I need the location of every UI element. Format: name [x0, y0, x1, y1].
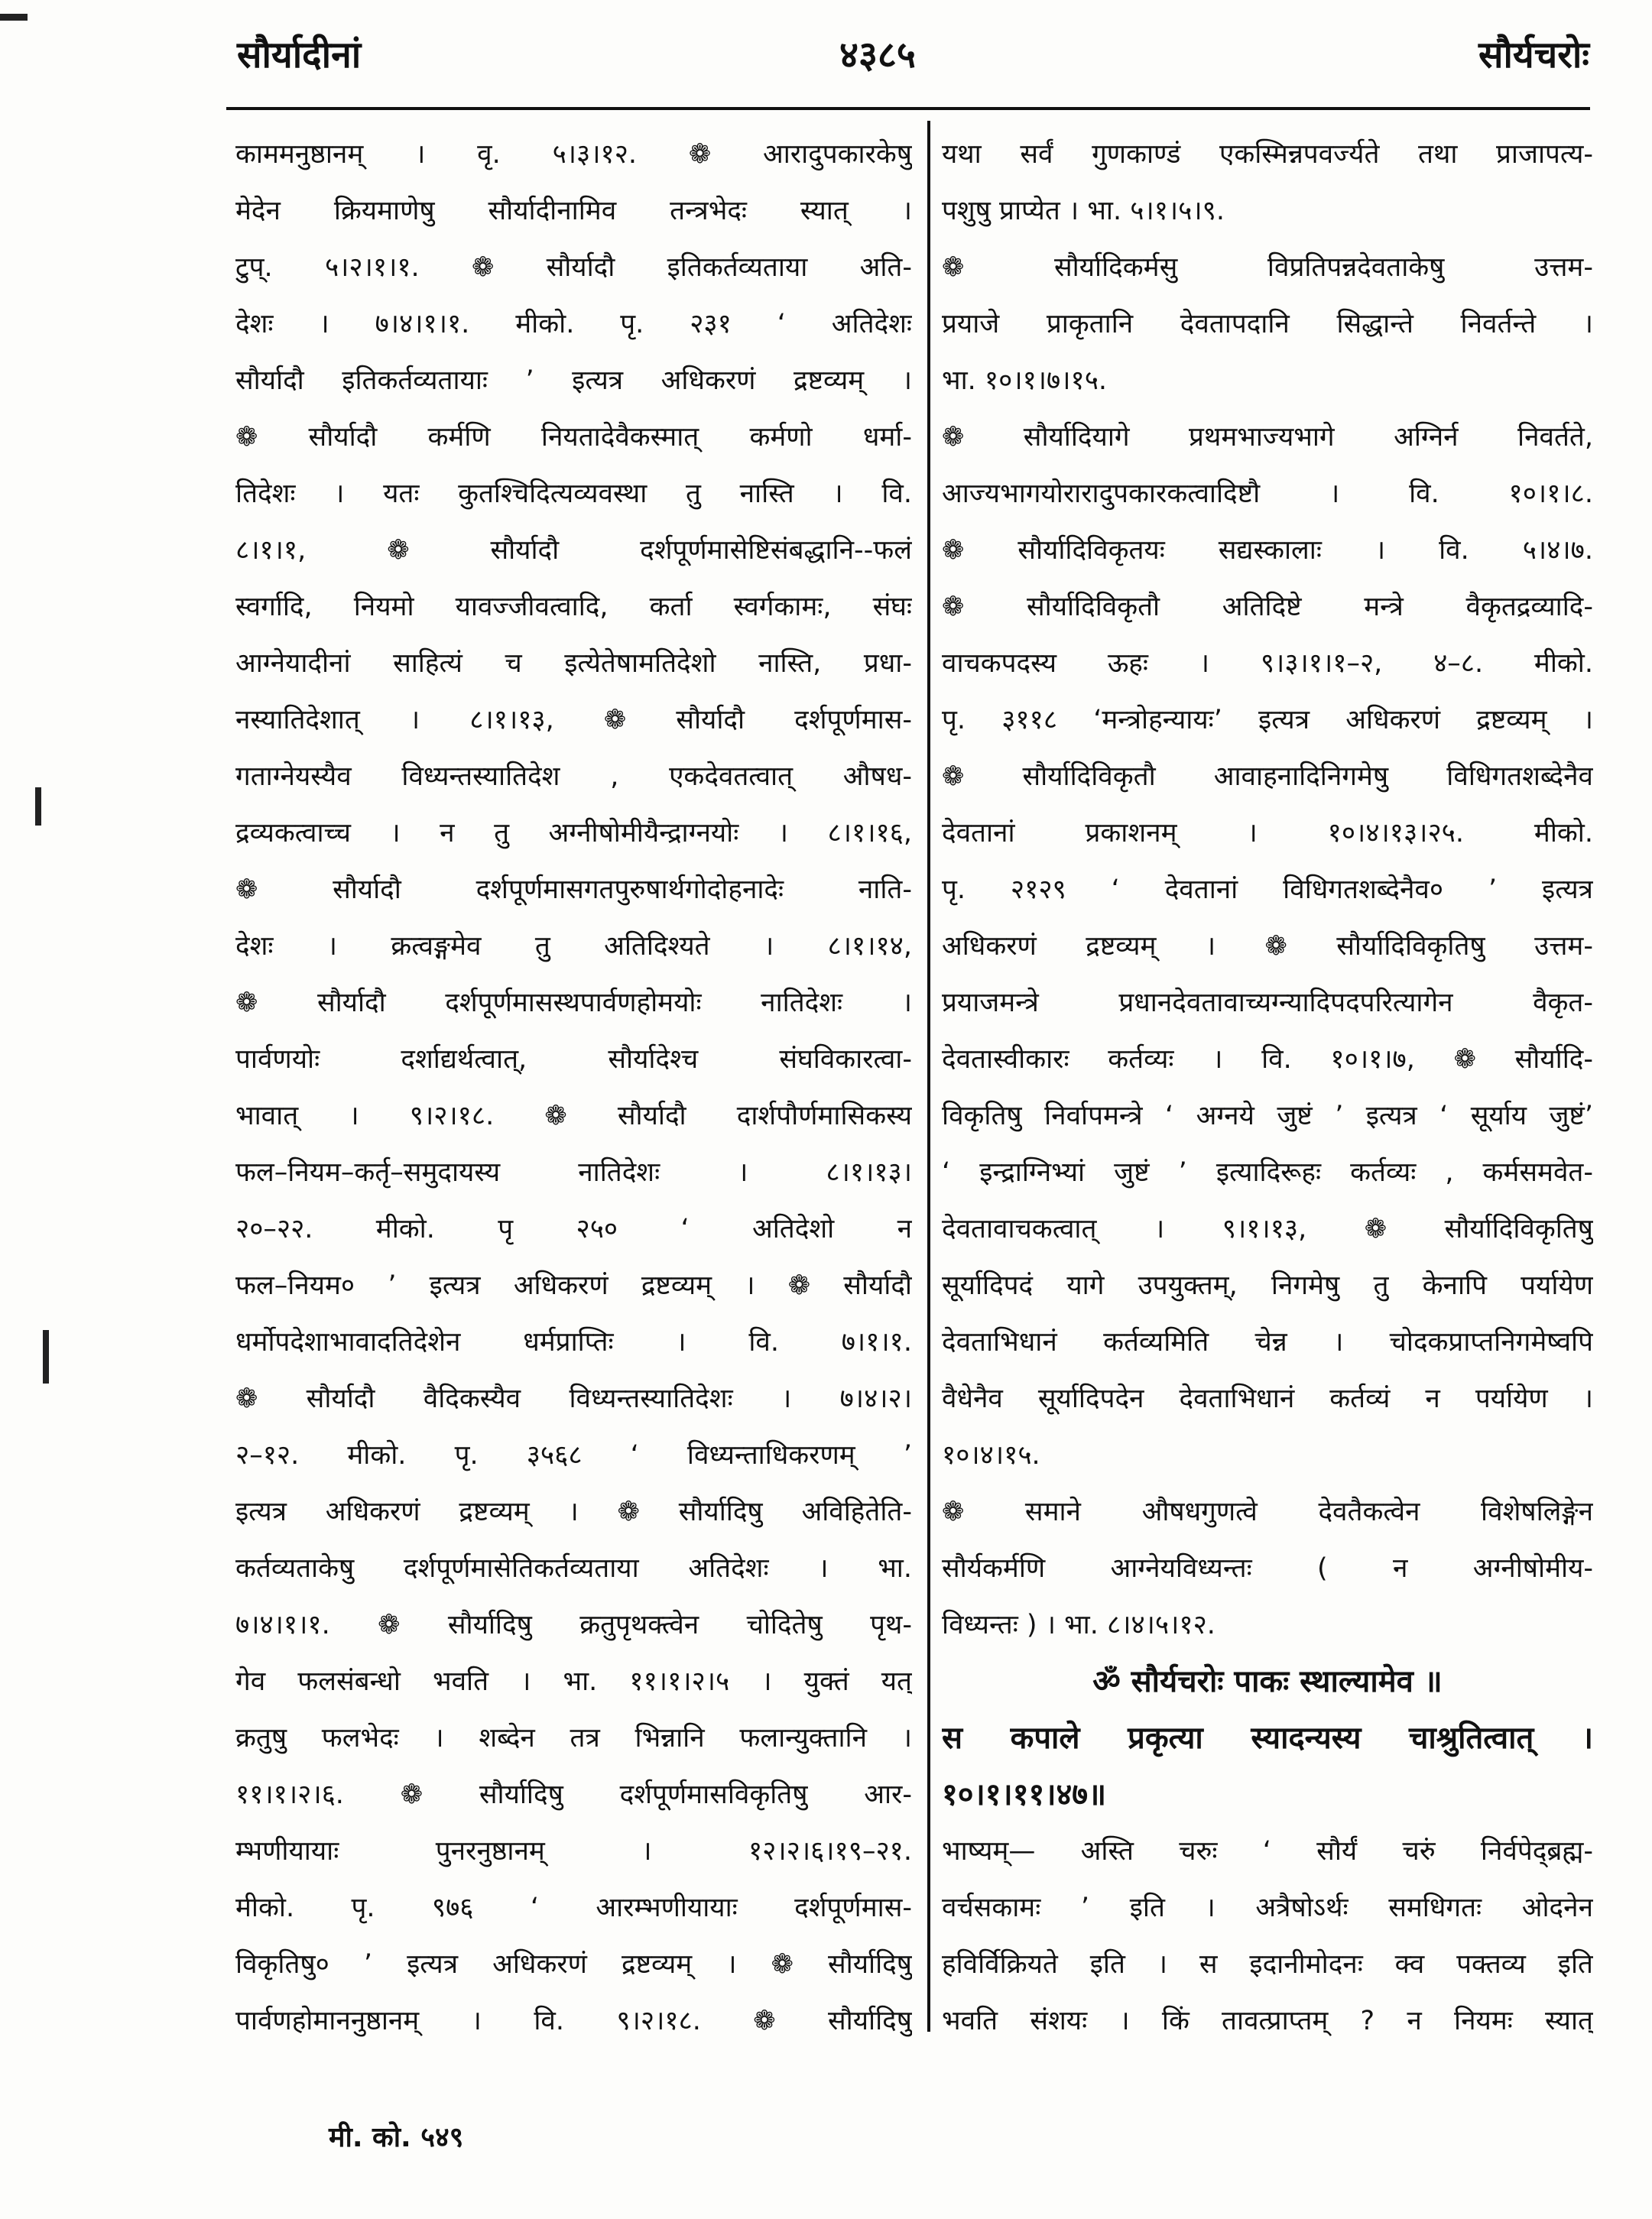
text-line: ❁ सौर्यादिविकृतौ आवाहनादिनिगमेषु विधिगतशब्देनैव — [942, 761, 1593, 792]
header-left-title: सौर्यादीनां — [237, 34, 362, 76]
text-line: भावात् । ९।२।१८. ❁ सौर्यादौ दार्शपौर्णमासिकस्य — [235, 1101, 912, 1131]
text-line: क्रतुषु फलभेदः । शब्देन तत्र भिन्नानि फलान्युक्तानि । — [235, 1723, 912, 1753]
text-line: ८।१।१, ❁ सौर्यादौ दर्शपूर्णमासेष्टिसंबद्धानि--फलं — [235, 535, 912, 566]
bhashya-line: वर्चसकामः ’ इति । अत्रैषोऽर्थः समधिगतः ओदनेन — [942, 1893, 1593, 1923]
text-line: देवताभिधानं कर्तव्यमिति चेन्न । चोदकप्राप्तनिगमेष्वपि — [942, 1327, 1593, 1358]
text-line: ❁ सौर्यादियागे प्रथमभाज्यभागे अग्निर्न निवर्तते, — [942, 422, 1593, 453]
text-line: फल–नियम० ’ इत्यत्र अधिकरणं द्रष्टव्यम् । ❁ सौर्यादौ — [235, 1270, 912, 1301]
text-line: ❁ सौर्यादिविकृतौ अतिदिष्टे मन्त्रे वैकृतद्रव्यादि- — [942, 592, 1593, 622]
text-line: मेदेन क्रियमाणेषु सौर्यादीनामिव तन्त्रभेदः स्यात् । — [235, 196, 912, 226]
text-line: पशुषु प्राप्येत । भा. ५।१।५।९. — [942, 196, 1225, 226]
text-line: गेव फलसंबन्धो भवति । भा. ११।१।२।५ । युक्तं यत् — [235, 1666, 912, 1697]
text-line: म्भणीयायाः पुनरनुष्ठानम् । १२।२।६।१९–२१. — [235, 1836, 912, 1867]
text-line: कर्तव्यताकेषु दर्शपूर्णमासेतिकर्तव्यताया अतिदेशः । भा. — [235, 1553, 912, 1584]
text-line: २–१२. मीको. पृ. ३५६८ ‘ विध्यन्ताधिकरणम् ’ — [235, 1440, 912, 1471]
text-line: ❁ सौर्यादिकर्मसु विप्रतिपन्नदेवताकेषु उत्तम- — [942, 252, 1593, 283]
text-line: इत्यत्र अधिकरणं द्रष्टव्यम् । ❁ सौर्यादिषु अविहितेति- — [235, 1497, 912, 1527]
text-line: देवतास्वीकारः कर्तव्यः । वि. १०।१।७, ❁ सौर्यादि- — [942, 1044, 1593, 1075]
text-line: ‘ इन्द्राग्निभ्यां जुष्टं ’ इत्यादिरूहः कर्तव्यः , कर्मसमवेत- — [942, 1157, 1593, 1188]
scan-edge-mark — [0, 14, 28, 21]
text-line: सूर्यादिपदं यागे उपयुक्तम्, निगमेषु तु केनापि पर्यायेण — [942, 1270, 1593, 1301]
text-line: ❁ सौर्यादिविकृतयः सद्यस्कालाः । वि. ५।४।७. — [942, 535, 1593, 566]
scan-edge-mark — [35, 787, 41, 826]
text-line: पृ. २१२९ ‘ देवतानां विधिगतशब्देनैव० ’ इत्यत्र — [942, 874, 1593, 905]
text-line: सौर्यादौ इतिकर्तव्यतायाः ’ इत्यत्र अधिकरणं द्रष्टव्यम् । — [235, 365, 912, 396]
text-line: वाचकपदस्य ऊहः । ९।३।१।१–२, ४–८. मीको. — [942, 648, 1593, 679]
text-line: २०–२२. मीको. पृ २५० ‘ अतिदेशो न — [235, 1214, 912, 1244]
text-line: देवतानां प्रकाशनम् । १०।४।१३।२५. मीको. — [942, 818, 1593, 848]
text-line: स्वर्गादि, नियमो यावज्जीवत्वादि, कर्ता स्वर्गकामः, संघः — [235, 592, 912, 622]
text-line: वैधेनैव सूर्यादिपदेन देवताभिधानं कर्तव्यं न पर्यायेण । — [942, 1384, 1593, 1414]
header-rule — [226, 107, 1590, 110]
text-line: विकृतिषु निर्वापमन्त्रे ‘ अग्नये जुष्टं ’ इत्यत्र ‘ सूर्याय जुष्टं’ — [942, 1101, 1593, 1131]
text-line: आज्यभागयोरारादुपकारकत्वादिष्टौ । वि. १०।१।८. — [942, 479, 1593, 509]
text-line: विकृतिषु० ’ इत्यत्र अधिकरणं द्रष्टव्यम् । ❁ सौर्यादिषु — [235, 1949, 912, 1980]
bhashya-line: हविर्विक्रियते इति । स इदानीमोदनः क्व पक्तव्य इति — [942, 1949, 1593, 1980]
text-line: ❁ सौर्यादौ वैदिकस्यैव विध्यन्तस्यातिदेशः । ७।४।२। — [235, 1384, 912, 1414]
sutra-text: स कपाले प्रकृत्या स्यादन्यस्य चाश्रुतित्वात् । — [942, 1721, 1593, 1756]
page-footer: मी. को. ५४९ — [329, 2122, 464, 2153]
right-column — [942, 126, 1593, 2049]
text-line: द्रव्यकत्वाच्च । न तु अग्नीषोमीयैन्द्राग्नयोः । ८।१।१६, — [235, 818, 912, 848]
text-line: यथा सर्वं गुणकाण्डं एकस्मिन्नपवर्ज्यते तथा प्राजापत्य- — [942, 139, 1593, 170]
text-line: फल–नियम–कर्तृ–समुदायस्य नातिदेशः । ८।१।१३। — [235, 1157, 912, 1188]
text-line: ❁ समाने औषधगुणत्वे देवतैकत्वेन विशेषलिङ्गेन — [942, 1497, 1593, 1527]
column-divider — [927, 121, 930, 2032]
text-line: भा. १०।१।७।१५. — [942, 365, 1108, 396]
text-line: पृ. ३११८ ‘मन्त्रोहन्यायः’ इत्यत्र अधिकरणं द्रष्टव्यम् । — [942, 705, 1593, 735]
text-line: देशः । ७।४।१।१. मीको. पृ. २३१ ‘ अतिदेशः — [235, 309, 912, 339]
text-line: काममनुष्ठानम् । वृ. ५।३।१२. ❁ आरादुपकारकेषु — [235, 139, 912, 170]
header-right-title: सौर्यचरोः — [1478, 34, 1589, 76]
text-line: धर्मोपदेशाभावादतिदेशेन धर्मप्राप्तिः । वि. ७।१।१. — [235, 1327, 912, 1358]
text-line: आग्नेयादीनां साहित्यं च इत्येतेषामतिदेशो नास्ति, प्रधा- — [235, 648, 912, 679]
text-line: प्रयाजे प्राकृतानि देवतापदानि सिद्धान्ते निवर्तन्ते । — [942, 309, 1593, 339]
text-line: ❁ सौर्यादौ कर्मणि नियतादेवैकस्मात् कर्मणो धर्मा- — [235, 422, 912, 453]
page-number: ४३८५ — [839, 34, 916, 76]
bhashya-line: भाष्यम्— अस्ति चरुः ‘ सौर्यं चरुं निर्वपेद्ब्रह्म- — [942, 1836, 1593, 1867]
text-line: तिदेशः । यतः कुतश्चिदित्यव्यवस्था तु नास्ति । वि. — [235, 479, 912, 509]
bhashya-line: भवति संशयः । किं तावत्प्राप्तम् ? न नियमः स्यात् — [942, 2006, 1593, 2036]
text-line: पार्वणयोः दर्शाद्यर्थत्वात्, सौर्यादेश्च संघविकारत्वा- — [235, 1044, 912, 1075]
scan-edge-mark — [43, 1330, 49, 1384]
text-line: नस्यातिदेशात् । ८।१।१३, ❁ सौर्यादौ दर्शपूर्णमास- — [235, 705, 912, 735]
text-line: ❁ सौर्यादौ दर्शपूर्णमासगतपुरुषार्थगोदोहनादेः नाति- — [235, 874, 912, 905]
text-line: मीको. पृ. ९७६ ‘ आरम्भणीयायाः दर्शपूर्णमास- — [235, 1893, 912, 1923]
sutra-reference: १०।१।११।४७॥ — [942, 1777, 1107, 1812]
text-line: पार्वणहोमाननुष्ठानम् । वि. ९।२।१८. ❁ सौर्यादिषु — [235, 2006, 912, 2036]
text-line: ❁ सौर्यादौ दर्शपूर्णमासस्थपार्वणहोमयोः नातिदेशः । — [235, 988, 912, 1018]
text-line: गताग्नेयस्यैव विध्यन्तस्यातिदेश , एकदेवतत्वात् औषध- — [235, 761, 912, 792]
text-line: ७।४।१।१. ❁ सौर्यादिषु क्रतुपृथक्त्वेन चोदितेषु पृथ- — [235, 1610, 912, 1640]
text-line: देशः । क्रत्वङ्गमेव तु अतिदिश्यते । ८।१।१४, — [235, 931, 912, 962]
text-line: १०।४।१५. — [942, 1440, 1040, 1471]
text-line: देवतावाचकत्वात् । ९।१।१३, ❁ सौर्यादिविकृतिषु — [942, 1214, 1593, 1244]
text-line: प्रयाजमन्त्रे प्रधानदेवतावाच्यग्न्यादिपदपरित्यागेन वैकृत- — [942, 988, 1593, 1018]
text-line: सौर्यकर्मणि आग्नेयविध्यन्तः ( न अग्नीषोमीय- — [942, 1553, 1593, 1584]
text-line: अधिकरणं द्रष्टव्यम् । ❁ सौर्यादिविकृतिषु उत्तम- — [942, 931, 1593, 962]
text-line: विध्यन्तः ) । भा. ८।४।५।१२. — [942, 1610, 1215, 1640]
text-line: टुप्. ५।२।१।१. ❁ सौर्यादौ इतिकर्तव्यताया अति- — [235, 252, 912, 283]
sutra-heading: ॐ सौर्यचरोः पाकः स्थाल्यामेव ॥ — [1092, 1664, 1443, 1699]
text-line: ११।१।२।६. ❁ सौर्यादिषु दर्शपूर्णमासविकृतिषु आर- — [235, 1779, 912, 1810]
left-column — [235, 126, 912, 2049]
